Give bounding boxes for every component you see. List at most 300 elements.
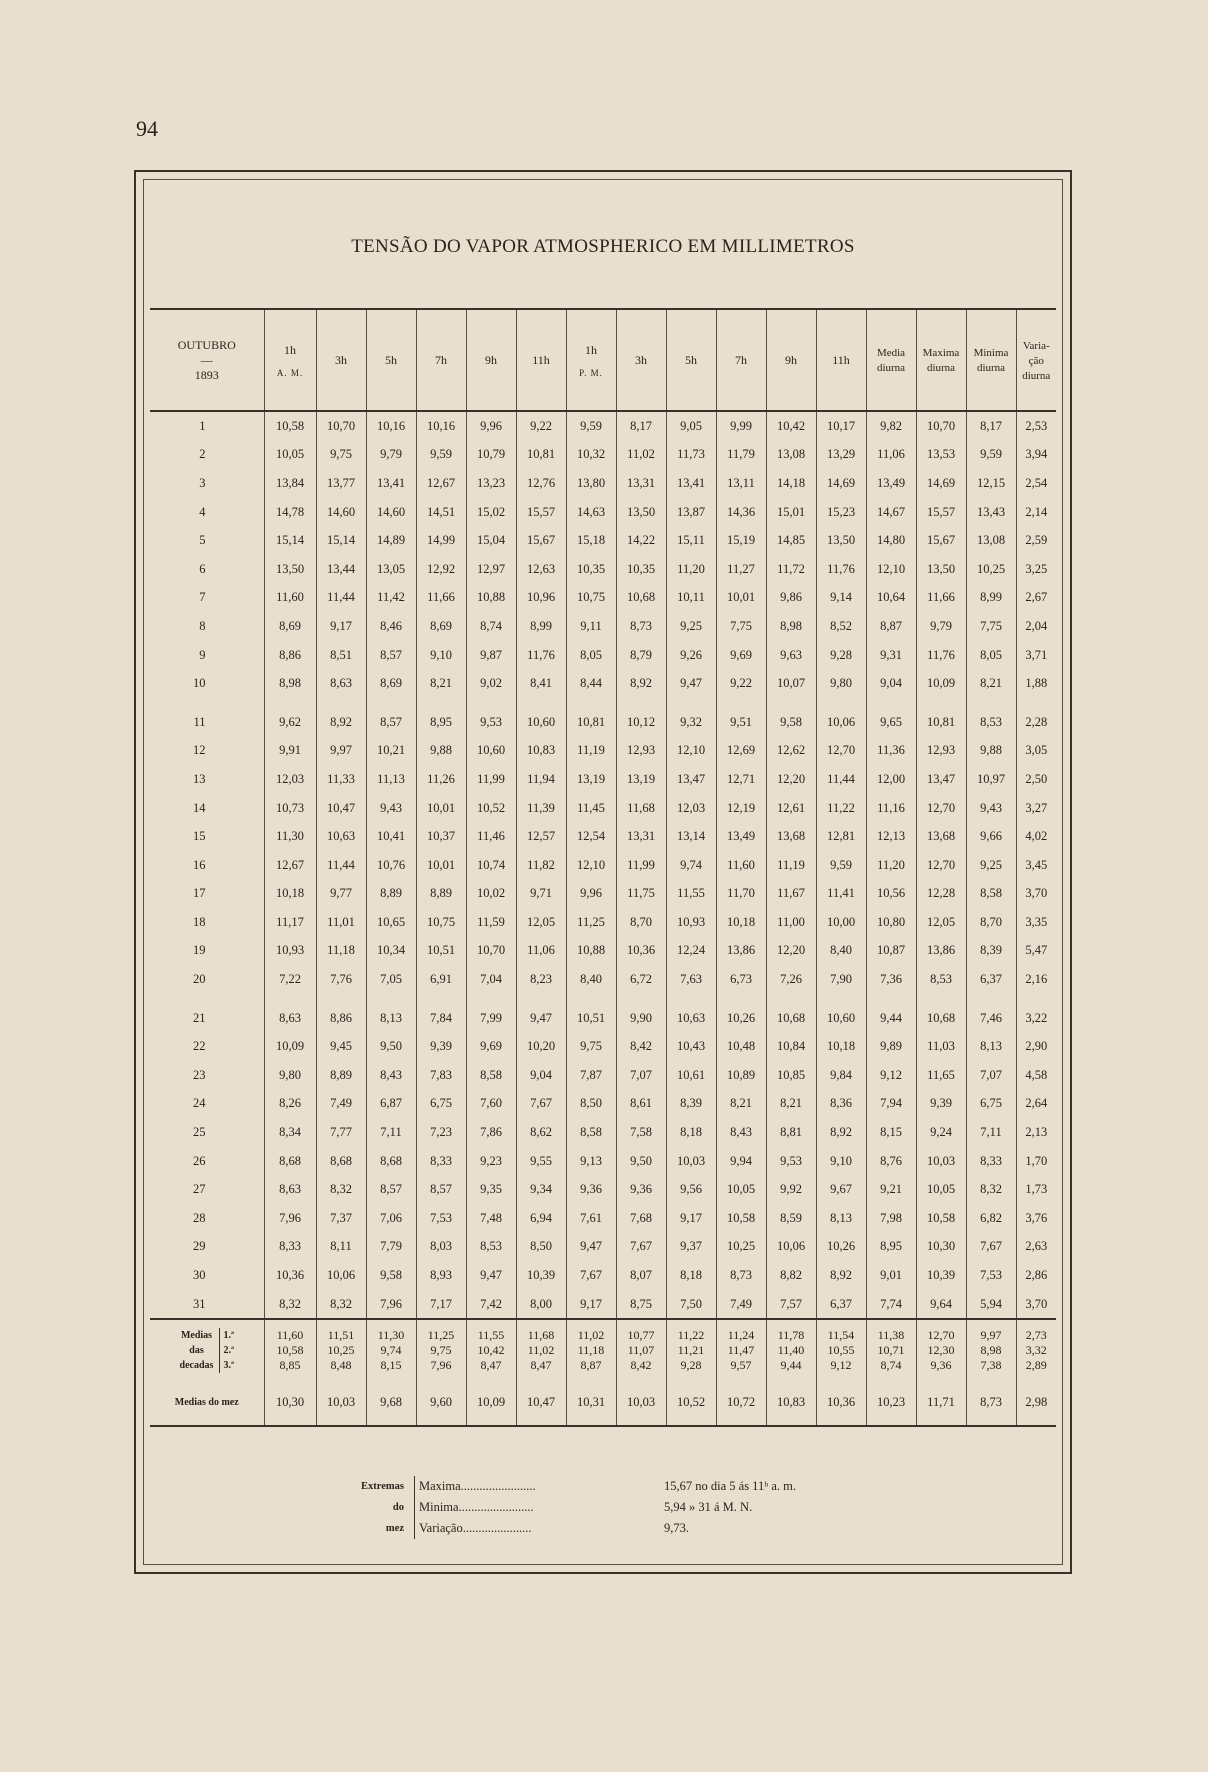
decade-mean-value: 8,42 (630, 1358, 652, 1373)
value-cell: 8,93 (416, 1261, 466, 1290)
day-cell: 16 (193, 857, 206, 872)
value-cell: 14,85 (766, 526, 816, 555)
value-cell: 9,01 (866, 1261, 916, 1290)
value-cell: 15,04 (466, 526, 516, 555)
decade-means-cell (916, 1319, 966, 1379)
decade-mean-value: 11,60 (276, 1328, 304, 1343)
decade-means-cell (366, 1319, 416, 1379)
spacer-cell (616, 994, 666, 1004)
value-cell: 12,71 (716, 765, 766, 794)
value-cell: 8,98 (264, 669, 316, 698)
decade-means-cell (566, 1319, 616, 1379)
value-cell: 8,23 (516, 965, 566, 994)
value-cell: 12,81 (816, 822, 866, 851)
decade-means-cell (716, 1319, 766, 1379)
value-cell: 2,04 (1016, 612, 1056, 641)
value-cell: 12,62 (766, 737, 816, 766)
value-cell: 13,11 (716, 469, 766, 498)
decade-mean-value: 11,25 (427, 1328, 455, 1343)
value-cell: 12,70 (816, 737, 866, 766)
spacer-cell (566, 994, 616, 1004)
spacer-cell (916, 994, 966, 1004)
value-cell: 15,18 (566, 526, 616, 555)
value-cell: 10,64 (866, 584, 916, 613)
value-cell: 7,42 (466, 1290, 516, 1320)
value-cell: 6,37 (816, 1290, 866, 1320)
value-cell: 8,50 (516, 1233, 566, 1262)
decade-means-cell (466, 1319, 516, 1379)
value-cell: 10,63 (316, 822, 366, 851)
value-cell: 9,80 (264, 1061, 316, 1090)
value-cell: 15,14 (264, 526, 316, 555)
value-cell: 10,16 (366, 411, 416, 441)
value-cell: 8,32 (264, 1290, 316, 1320)
value-cell: 10,93 (264, 937, 316, 966)
value-cell: 8,40 (566, 965, 616, 994)
spacer-cell (866, 994, 916, 1004)
value-cell: 10,70 (316, 411, 366, 441)
value-cell: 10,37 (416, 822, 466, 851)
extreme-value-maxima: 15,67 no dia 5 ás 11ʰ a. m. (664, 1479, 797, 1493)
value-cell: 10,56 (866, 880, 916, 909)
day-cell: 12 (193, 743, 206, 758)
decade-mean-value: 11,55 (477, 1328, 505, 1343)
value-cell: 7,68 (616, 1204, 666, 1233)
header-month-cell (150, 309, 264, 411)
value-cell: 9,90 (616, 1004, 666, 1033)
pm-label: P. M. (579, 367, 603, 378)
day-cell: 11 (193, 714, 206, 729)
value-cell: 9,63 (766, 641, 816, 670)
value-cell: 11,60 (264, 584, 316, 613)
value-cell: 11,55 (666, 880, 716, 909)
decade-mean-value: 10,25 (327, 1343, 355, 1358)
value-cell: 8,74 (466, 612, 516, 641)
value-cell: 13,87 (666, 498, 716, 527)
value-cell: 8,61 (616, 1090, 666, 1119)
value-cell: 3,05 (1016, 737, 1056, 766)
decade-mean-value: 11,07 (627, 1343, 655, 1358)
value-cell: 7,11 (366, 1118, 416, 1147)
value-cell: 7,67 (966, 1233, 1016, 1262)
value-cell: 9,62 (264, 708, 316, 737)
value-cell: 13,68 (766, 822, 816, 851)
decade-mean-value: 11,47 (727, 1343, 755, 1358)
header-hour (566, 309, 616, 411)
value-cell: 8,69 (366, 669, 416, 698)
hour-label: 7h (735, 352, 747, 367)
value-cell: 8,21 (716, 1090, 766, 1119)
value-cell: 11,66 (916, 584, 966, 613)
value-cell: 13,44 (316, 555, 366, 584)
value-cell: 8,33 (966, 1147, 1016, 1176)
value-cell: 10,68 (916, 1004, 966, 1033)
value-cell: 7,96 (366, 1290, 416, 1320)
value-cell: 8,92 (816, 1261, 866, 1290)
hour-label: 11h (532, 352, 550, 367)
value-cell: 10,05 (916, 1175, 966, 1204)
value-cell: 7,57 (766, 1290, 816, 1320)
value-cell: 8,70 (966, 908, 1016, 937)
value-cell: 11,42 (366, 584, 416, 613)
day-cell: 23 (193, 1067, 206, 1082)
day-cell: 14 (193, 800, 206, 815)
header-hour (816, 309, 866, 411)
month-mean-value: 10,03 (316, 1379, 366, 1426)
spacer-cell (766, 994, 816, 1004)
decade-mean-value: 9,75 (430, 1343, 452, 1358)
value-cell: 8,46 (366, 612, 416, 641)
value-cell: 8,86 (264, 641, 316, 670)
value-cell: 3,35 (1016, 908, 1056, 937)
value-cell: 9,12 (866, 1061, 916, 1090)
value-cell: 13,84 (264, 469, 316, 498)
value-cell: 4,58 (1016, 1061, 1056, 1090)
table-row (150, 1233, 1056, 1262)
value-cell: 9,99 (716, 411, 766, 441)
month-mean-value: 9,60 (416, 1379, 466, 1426)
day-cell: 25 (193, 1125, 206, 1140)
value-cell: 12,20 (766, 765, 816, 794)
value-cell: 13,29 (816, 441, 866, 470)
value-cell: 8,92 (616, 669, 666, 698)
decade-mean-value: 12,70 (927, 1328, 955, 1343)
value-cell: 10,70 (466, 937, 516, 966)
value-cell: 8,36 (816, 1090, 866, 1119)
value-cell: 11,76 (516, 641, 566, 670)
value-cell: 7,37 (316, 1204, 366, 1233)
value-cell: 14,18 (766, 469, 816, 498)
value-cell: 7,07 (966, 1061, 1016, 1090)
spacer-row (150, 994, 1056, 1004)
value-cell: 8,18 (666, 1118, 716, 1147)
value-cell: 8,51 (316, 641, 366, 670)
value-cell: 13,50 (916, 555, 966, 584)
decade-mean-value: 9,74 (380, 1343, 402, 1358)
value-cell: 8,99 (516, 612, 566, 641)
value-cell: 8,99 (966, 584, 1016, 613)
decade-mean-value: 9,44 (780, 1358, 802, 1373)
value-cell: 10,68 (616, 584, 666, 613)
value-cell: 10,51 (566, 1004, 616, 1033)
value-cell: 7,99 (466, 1004, 516, 1033)
spacer-cell (666, 994, 716, 1004)
value-cell: 13,50 (264, 555, 316, 584)
spacer-cell (866, 698, 916, 708)
value-cell: 9,50 (616, 1147, 666, 1176)
day-cell: 17 (193, 886, 206, 901)
value-cell: 15,67 (916, 526, 966, 555)
value-cell: 10,83 (516, 737, 566, 766)
value-cell: 11,44 (316, 584, 366, 613)
value-cell: 10,21 (366, 737, 416, 766)
value-cell: 11,67 (766, 880, 816, 909)
value-cell: 9,47 (466, 1261, 516, 1290)
value-cell: 11,36 (866, 737, 916, 766)
day-cell: 2 (199, 447, 206, 462)
decade-means-cell (264, 1319, 316, 1379)
value-cell: 6,72 (616, 965, 666, 994)
value-cell: 12,05 (516, 908, 566, 937)
value-cell: 9,25 (666, 612, 716, 641)
value-cell: 9,45 (316, 1032, 366, 1061)
value-cell: 13,86 (916, 937, 966, 966)
value-cell: 9,94 (716, 1147, 766, 1176)
value-cell: 10,47 (316, 794, 366, 823)
value-cell: 11,06 (866, 441, 916, 470)
value-cell: 9,36 (616, 1175, 666, 1204)
value-cell: 9,96 (466, 411, 516, 441)
value-cell: 8,53 (916, 965, 966, 994)
value-cell: 9,82 (866, 411, 916, 441)
value-cell: 10,39 (516, 1261, 566, 1290)
table-row (150, 1032, 1056, 1061)
value-cell: 7,04 (466, 965, 516, 994)
value-cell: 7,46 (966, 1004, 1016, 1033)
value-cell: 8,33 (416, 1147, 466, 1176)
value-cell: 11,20 (666, 555, 716, 584)
value-cell: 10,88 (566, 937, 616, 966)
value-cell: 9,22 (716, 669, 766, 698)
value-cell: 8,39 (666, 1090, 716, 1119)
spacer-cell (666, 698, 716, 708)
value-cell: 10,81 (516, 441, 566, 470)
value-cell: 8,63 (316, 669, 366, 698)
hour-label: 7h (435, 352, 447, 367)
spacer-cell (264, 698, 316, 708)
decade-number: 1.ª (223, 1330, 234, 1342)
table-row (150, 908, 1056, 937)
value-cell: 3,71 (1016, 641, 1056, 670)
decade-mean-value: 7,96 (430, 1358, 452, 1373)
value-cell: 8,73 (716, 1261, 766, 1290)
table-row (150, 851, 1056, 880)
minima-label: Minima diurna (973, 347, 1009, 374)
value-cell: 11,46 (466, 822, 516, 851)
value-cell: 7,76 (316, 965, 366, 994)
value-cell: 9,21 (866, 1175, 916, 1204)
header-hour (416, 309, 466, 411)
value-cell: 9,43 (366, 794, 416, 823)
table-row (150, 555, 1056, 584)
table-frame (134, 170, 1072, 1574)
value-cell: 7,87 (566, 1061, 616, 1090)
value-cell: 9,04 (866, 669, 916, 698)
table-row (150, 737, 1056, 766)
value-cell: 8,52 (816, 612, 866, 641)
decade-mean-value: 9,97 (980, 1328, 1002, 1343)
value-cell: 8,81 (766, 1118, 816, 1147)
table-row (150, 441, 1056, 470)
spacer-cell (466, 994, 516, 1004)
decade-mean-value: 11,40 (777, 1343, 805, 1358)
table-row (150, 1175, 1056, 1204)
value-cell: 12,70 (916, 794, 966, 823)
value-cell: 10,75 (566, 584, 616, 613)
value-cell: 3,76 (1016, 1204, 1056, 1233)
value-cell: 10,20 (516, 1032, 566, 1061)
value-cell: 13,50 (816, 526, 866, 555)
decade-means-cell (1016, 1319, 1056, 1379)
value-cell: 10,16 (416, 411, 466, 441)
spacer-cell (264, 994, 316, 1004)
decade-mean-value: 11,02 (577, 1328, 605, 1343)
value-cell: 14,63 (566, 498, 616, 527)
value-cell: 10,58 (716, 1204, 766, 1233)
value-cell: 12,54 (566, 822, 616, 851)
value-cell: 7,23 (416, 1118, 466, 1147)
value-cell: 10,58 (916, 1204, 966, 1233)
value-cell: 6,82 (966, 1204, 1016, 1233)
extremes-values (664, 1476, 884, 1539)
table-row (150, 1004, 1056, 1033)
hour-label: 1h (585, 342, 597, 357)
value-cell: 13,53 (916, 441, 966, 470)
decade-mean-value: 10,42 (477, 1343, 505, 1358)
value-cell: 11,30 (264, 822, 316, 851)
value-cell: 7,90 (816, 965, 866, 994)
value-cell: 11,79 (716, 441, 766, 470)
value-cell: 15,67 (516, 526, 566, 555)
table-row (150, 1290, 1056, 1320)
header-hour (264, 309, 316, 411)
value-cell: 10,26 (716, 1004, 766, 1033)
value-cell: 6,73 (716, 965, 766, 994)
value-cell: 9,53 (466, 708, 516, 737)
spacer-cell (766, 698, 816, 708)
value-cell: 15,14 (316, 526, 366, 555)
hour-label: 1h (284, 342, 296, 357)
value-cell: 9,10 (416, 641, 466, 670)
value-cell: 10,85 (766, 1061, 816, 1090)
value-cell: 13,50 (616, 498, 666, 527)
value-cell: 8,41 (516, 669, 566, 698)
value-cell: 10,25 (716, 1233, 766, 1262)
value-cell: 7,67 (516, 1090, 566, 1119)
value-cell: 8,95 (416, 708, 466, 737)
value-cell: 12,03 (666, 794, 716, 823)
value-cell: 7,75 (966, 612, 1016, 641)
value-cell: 10,01 (416, 851, 466, 880)
value-cell: 10,02 (466, 880, 516, 909)
value-cell: 11,82 (516, 851, 566, 880)
decade-label-line: Medias (180, 1330, 213, 1342)
value-cell: 13,31 (616, 822, 666, 851)
value-cell: 12,61 (766, 794, 816, 823)
spacer-cell (966, 698, 1016, 708)
month-mean-value: 10,72 (716, 1379, 766, 1426)
extremes-label-line: mez (385, 1523, 404, 1534)
hour-label: 9h (485, 352, 497, 367)
value-cell: 9,43 (966, 794, 1016, 823)
value-cell: 8,92 (316, 708, 366, 737)
day-cell: 5 (199, 533, 206, 548)
value-cell: 10,06 (766, 1233, 816, 1262)
value-cell: 9,97 (316, 737, 366, 766)
decade-numbers (219, 1328, 234, 1373)
hour-label: 3h (635, 352, 647, 367)
value-cell: 10,51 (416, 937, 466, 966)
month-mean-value: 10,03 (616, 1379, 666, 1426)
value-cell: 5,94 (966, 1290, 1016, 1320)
value-cell: 10,60 (816, 1004, 866, 1033)
decade-means-cell (416, 1319, 466, 1379)
value-cell: 11,44 (316, 851, 366, 880)
value-cell: 8,68 (366, 1147, 416, 1176)
value-cell: 10,96 (516, 584, 566, 613)
extremes-label-line: Extremas (361, 1481, 404, 1492)
extreme-value-variacao: 9,73. (664, 1521, 689, 1535)
spacer-cell (516, 698, 566, 708)
value-cell: 13,49 (716, 822, 766, 851)
value-cell: 7,84 (416, 1004, 466, 1033)
value-cell: 3,70 (1016, 1290, 1056, 1320)
day-cell: 10 (193, 676, 206, 691)
value-cell: 10,60 (516, 708, 566, 737)
value-cell: 8,68 (264, 1147, 316, 1176)
header-hour (516, 309, 566, 411)
value-cell: 9,67 (816, 1175, 866, 1204)
spacer-cell (816, 994, 866, 1004)
value-cell: 7,50 (666, 1290, 716, 1320)
header-year: 1893 (194, 367, 219, 382)
value-cell: 12,67 (264, 851, 316, 880)
value-cell: 10,75 (416, 908, 466, 937)
variacao-label: Varia-ção diurna (1022, 339, 1051, 382)
value-cell: 9,51 (716, 708, 766, 737)
value-cell: 10,93 (666, 908, 716, 937)
value-cell: 11,59 (466, 908, 516, 937)
value-cell: 9,80 (816, 669, 866, 698)
value-cell: 15,11 (666, 526, 716, 555)
value-cell: 10,89 (716, 1061, 766, 1090)
value-cell: 9,02 (466, 669, 516, 698)
value-cell: 8,89 (366, 880, 416, 909)
value-cell: 12,76 (516, 469, 566, 498)
day-cell: 31 (193, 1296, 206, 1311)
value-cell: 3,27 (1016, 794, 1056, 823)
value-cell: 9,17 (316, 612, 366, 641)
value-cell: 8,32 (966, 1175, 1016, 1204)
value-cell: 12,28 (916, 880, 966, 909)
value-cell: 8,07 (616, 1261, 666, 1290)
value-cell: 10,01 (716, 584, 766, 613)
table-row (150, 584, 1056, 613)
table-row (150, 1118, 1056, 1147)
table-row (150, 965, 1056, 994)
decade-mean-value: 2,89 (1025, 1358, 1047, 1373)
value-cell: 11,01 (316, 908, 366, 937)
hour-label: 5h (385, 352, 397, 367)
value-cell: 7,67 (566, 1261, 616, 1290)
table-row (150, 1061, 1056, 1090)
value-cell: 10,26 (816, 1233, 866, 1262)
value-cell: 7,67 (616, 1233, 666, 1262)
value-cell: 9,69 (716, 641, 766, 670)
value-cell: 8,92 (816, 1118, 866, 1147)
value-cell: 8,17 (616, 411, 666, 441)
value-cell: 11,45 (566, 794, 616, 823)
spacer-cell (416, 994, 466, 1004)
value-cell: 8,57 (416, 1175, 466, 1204)
spacer-cell (150, 994, 264, 1004)
hour-label: 5h (685, 352, 697, 367)
header-hour (316, 309, 366, 411)
value-cell: 13,80 (566, 469, 616, 498)
value-cell: 9,75 (566, 1032, 616, 1061)
table-row (150, 880, 1056, 909)
value-cell: 11,70 (716, 880, 766, 909)
